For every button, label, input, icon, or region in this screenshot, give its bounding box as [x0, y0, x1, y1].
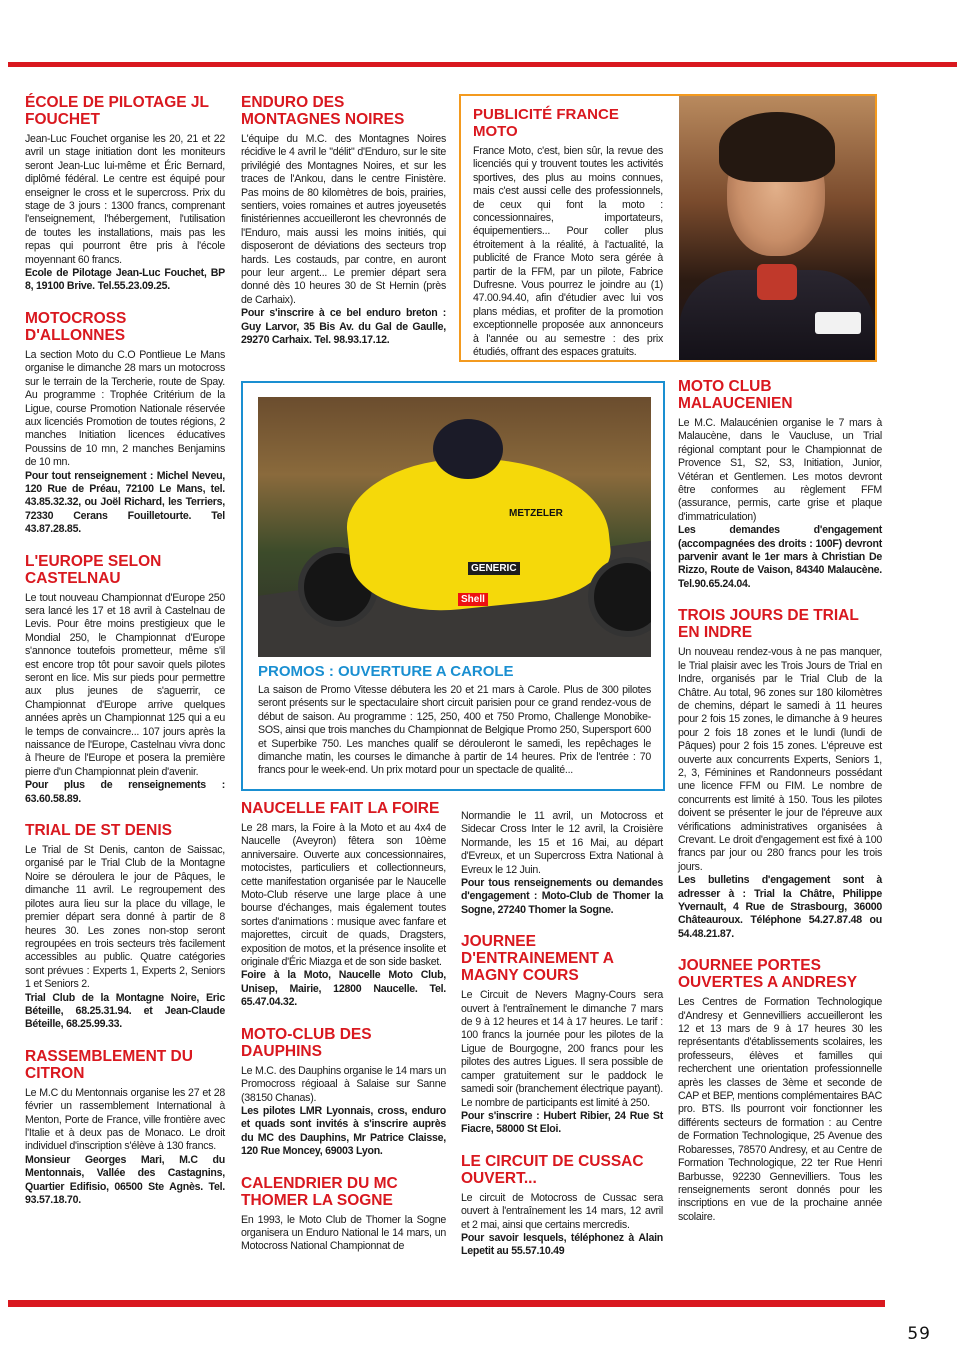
article-contact: Pour s'inscrire : Hubert Ribier, 24 Rue St Fiacre, 58000 St Eloi. [461, 1109, 663, 1136]
article-title: MOTOCROSS D'ALLONNES [25, 309, 127, 344]
publicite-box [459, 94, 877, 362]
article-ecole-pilotage [25, 94, 225, 294]
article-trois-jours-trial [678, 607, 882, 941]
top-rule [8, 62, 957, 67]
article-title: TRIAL DE ST DENIS [25, 822, 172, 840]
column-2-top [241, 94, 446, 364]
article-motocross-allonnes [25, 310, 225, 537]
article-body: La saison de Promo Vitesse débutera les 20 et 21 mars à Carole. Plus de 300 pilotes seront présents sur le spectaculaire short circuit parisien pour ce grand rendez-vous de début de saison. Au programme : 125, 250, 400 et 750 Promo, Challenge Monobike-SOS, ainsi que trois manches du Championnat de Belgique Promo 250, Supersport 600 et Superbike 750. Les manches qualif se dérouleront le samedi, les repêchages le dimanche matin, les courses le dimanche à partir de 14 heures. Prix de l'entrée : 70 francs pour le week-end. Un prix motard pour un spectacle de qualité... [258, 684, 651, 777]
article-body: Un nouveau rendez-vous à ne pas manquer, le Trial plaisir avec les Trois Jours de Trial en Indre, organisés par le Trial Club de la Châtre. Au total, 96 zones sur 180 kilomètres de chemins, départ le samedi à 11 heures pour 2 fois 15 zones, le dimanche à 9 heures pour 2 fois 18 zones et le lundi (lundi de Pâques) pour 2 fois 15 zones. L'épreuve est ouverte aux concurrents Experts, Seniors 1, 2, 3, Féminines et Randonneurs possédant une licence FFM ou FIM. Le nombre de concurrents est limité à 150. Tous les pilotes doivent se présenter le jour de l'épreuve aux vérifications administratives organisées à Crevant. Le droit d'engagement est fixé à 100 francs par jour ou 280 francs pour les trois jours. [678, 646, 882, 873]
portrait-photo [679, 96, 875, 360]
article-title: JOURNEE PORTES OUVERTES A ANDRESY [678, 957, 858, 992]
article-contact: Pour tous renseignements ou demandes d'engagement : Moto-Club de Thomer la Sogne, 27240 Thomer la Sogne. [461, 877, 663, 916]
photo-label: Shell [458, 593, 488, 606]
article-moto-club-malaucenien [678, 378, 882, 591]
article-rassemblement-citron [25, 1048, 225, 1208]
article-body: La section Moto du C.O Pontlieue Le Mans organise le dimanche 28 mars un motocross sur le terrain de la Tercherie, route de Spay. Au programme : Trophée Critérium de la Ligue, course Promotion Nationale réservée aux licenciés Promotion de toutes régions, 2 manches Initiation licences éducatives Poussins de 10 mn, 2 manches Benjamins de 10 mn. [25, 348, 225, 469]
article-body: Le circuit de Motocross de Cussac sera ouvert à l'entraînement les 14 mars, 12 avril et 2 mai, ainsi que certains mercredis. [461, 1191, 663, 1231]
promos-box [241, 381, 665, 791]
article-body: Jean-Luc Fouchet organise les 20, 21 et 22 avril un stage initiation dont les moniteurs seront Jean-Luc lui-même et Éric Bernard, diplômé fédéral. Le centre est équipé pour enseigner le cross et le supercross. Prix du stage de 3 jours : 1300 francs, comprenant l'enseignement, l'hébergement, l'utilisation de toutes les installations, mais pas les repas qui pourront être pris à l'école moyennant 60 francs. [25, 133, 225, 266]
article-title: RASSEMBLEMENT DU CITRON [25, 1047, 193, 1082]
promos-text [258, 663, 651, 778]
bottom-rule [8, 1300, 885, 1307]
photo-label: METZELER [506, 507, 566, 520]
article-body: En 1993, le Moto Club de Thomer la Sogne organisera un Enduro National le 14 mars, un Motocross National Championnat de [241, 1213, 446, 1253]
portrait-hair [719, 112, 835, 182]
publicite-text [473, 106, 663, 360]
column-4 [678, 378, 882, 1240]
article-title: MOTO CLUB MALAUCENIEN [678, 378, 793, 412]
article-body: L'équipe du M.C. des Montagnes Noires récidive le 4 avril le "délit" d'Enduro, sur le site privilégié des Montagnes Noires, et sur les traces de l'Ankou, dans le centre Finistère. Pas moins de 80 kilomètres de bois, prairies, sentiers, voies romaines et autres joyeusetés finistériennes accueilleront les chevronnés de l'Enduro, mais aussi les moins initiés, qui disposeront de déviations des secteurs trop hards. Les costauds, par contre, en auront pour leur argent... Le premier départ sera donné dès 10 heures 30 de St Hernin (près de Carhaix). [241, 133, 446, 306]
article-body: Le M.C du Mentonnais organise les 27 et 28 février un rassemblement International à Menton, Porte de France, ville frontière avec l'Italie et à deux pas de Monaco. Le droit individuel d'inscription s'élève à 130 francs. [25, 1086, 225, 1153]
article-contact: Pour savoir lesquels, téléphonez à Alain Lepetit au 55.57.10.49 [461, 1231, 663, 1258]
article-title: TROIS JOURS DE TRIAL EN INDRE [678, 607, 859, 642]
portrait-badge [815, 312, 861, 334]
article-calendrier-thomer-continued [461, 810, 663, 917]
article-contact: Monsieur Georges Mari, M.C du Mentonnais, Vallée des Castagnins, Quartier Edifisio, 06500 Ste Agnès. Tel. 93.57.18.70. [25, 1153, 225, 1206]
page-number: 59 [907, 1324, 931, 1344]
article-enduro-montagnes-noires [241, 94, 446, 348]
article-title: LE CIRCUIT DE CUSSAC OUVERT... [461, 1152, 644, 1187]
article-calendrier-thomer [241, 1175, 446, 1254]
article-body: Le tout nouveau Championnat d'Europe 250 sera lancé les 17 et 18 avril à Castelnau de Levis. Pour être moins prestigieux que le Mondial 250, le Championnat d'Europe s'annonce toutefois prometteur, même s'il est encore trop tôt pour savoir quels pilotes seront en lice. Mis sur pieds pour permettre aux plus jeunes de s'aguerrir, ce Championnat d'Europe arrive quelques années après un Championnat 125 qui a eu le temps de convaincre... 107 jours après la naissance de l'Europe, Castelnau vivra donc à l'heure de l'Europe et posera la première pierre d'un Championnat plein d'avenir. [25, 591, 225, 778]
article-body: Le 28 mars, la Foire à la Moto et au 4x4 de Naucelle (Aveyron) fêtera son 10ème anniversaire. Ouverte aux concessionnaires, motocistes, particuliers et collectionneurs, cette manifestation organisée par le Naucelle Moto-Club réserve une large place à une bourse d'échanges, mais également toutes sortes d'animations : musique avec fanfare et majorettes, circuit de quads, Dragsters, exposition de motos, et la présence insolite et originale d'Éric Miazga et de son side basket. [241, 822, 446, 969]
article-naucelle [241, 800, 446, 1010]
article-contact: Trial Club de la Montagne Noire, Eric Béteille, 68.25.31.94. et Jean-Claude Béteille, 68.25.99.33. [25, 991, 225, 1031]
article-contact: Ecole de Pilotage Jean-Luc Fouchet, BP 8, 19100 Brive. Tel.55.23.09.25. [25, 267, 225, 293]
article-moto-club-dauphins [241, 1026, 446, 1159]
article-title: L'EUROPE SELON CASTELNAU [25, 552, 162, 587]
article-body: Le Circuit de Nevers Magny-Cours sera ouvert à l'entraînement le dimanche 7 mars de 9 à 12 heures et 14 à 17 heures. Le tarif : 100 francs la journée pour les pilotes de la Ligue de Bourgogne, 200 francs pour les pilotes des autres Ligues. Il sera possible de camper gratuitement sur le paddock le samedi soir (branchement électrique payant). Le nombre de participants est limité à 250. [461, 989, 663, 1109]
article-title: MOTO-CLUB DES DAUPHINS [241, 1025, 372, 1060]
photo-label: GENERIC [468, 562, 520, 575]
article-title: ENDURO DES MONTAGNES NOIRES [241, 94, 405, 128]
article-body: Le M.C. des Dauphins organise le 14 mars un Promocross régioaal à Salaise sur Sanne (38150 Chanas). [241, 1064, 446, 1104]
photo-rider [433, 419, 503, 479]
article-contact: Pour tout renseignement : Michel Neveu, 120 Rue de Préau, 72100 Le Mans, tel. 43.85.32.32, ou Joël Richard, les Terriers, 72330 Cerans Fouilletourte. Tel 43.87.28.85. [25, 469, 225, 536]
article-europe-castelnau [25, 553, 225, 807]
article-body: Le Trial de St Denis, canton de Saissac, organisé par le Trial Club de la Montagne Noire se déroulera le jour de Pâques, le dimanche 11 avril. Le regroupement des pilotes aura lieu sur la place du village, le premier départ sera donné à partir de 8 heures 30. Les zones non-stop seront regroupées en trois secteurs très facilement accessibles au public. Quatre catégories sont prévues : Experts 1, Experts 2, Seniors 1 et Seniors 2. [25, 844, 225, 991]
article-portes-ouvertes-andresy [678, 957, 882, 1224]
article-magny-cours [461, 933, 663, 1136]
column-3-bottom [461, 810, 663, 1275]
article-circuit-cussac [461, 1153, 663, 1259]
article-contact: Foire à la Moto, Naucelle Moto Club, Unisep, Mairie, 12800 Naucelle. Tel. 65.47.04.32. [241, 969, 446, 1009]
article-contact: Les demandes d'engagement (accompagnées des droits : 100F) devront parvenir avant le 1er mars à Christian De Rizzo, Route de Vaison, 84340 Malaucène. Tel.90.65.24.04. [678, 524, 882, 590]
article-trial-st-denis [25, 822, 225, 1032]
article-title: PROMOS : OUVERTURE A CAROLE [258, 663, 514, 680]
article-body: Les Centres de Formation Technologique d'Andresy et Gennevilliers accueilleront les 12 et 13 mars de 9 à 17 heures 30 les représentants d'établissements scolaires, les professeurs, élèves et familles qui recherchent une orientation professionnelle après les classes de 3ème et seconde de CAP et BEP, mentions complémentaires BAC pro. BTS. Ils pourront voir fonctionner les différents secteurs de formation : au Centre de Formation Technologique, 25 Avenue des Robaresses, 78570 Andresy, et au Centre de Formation Technologique, 22 ter Rue Henri Barbusse, 92230 Gennevilliers. Tous les renseignements seront donnés pour les inscriptions en vue de la prochaine année scolaire. [678, 996, 882, 1223]
column-1 [25, 94, 225, 1223]
motorcycle-photo [258, 397, 651, 657]
article-title: CALENDRIER DU MC THOMER LA SOGNE [241, 1174, 398, 1209]
article-body: Normandie le 11 avril, un Motocross et Sidecar Cross Inter le 12 avril, la Croisière Normande, les 15 et 16 Mai, au départ d'Evreux, et un Supercross Extra National à Evreux le 12 Juin. [461, 810, 663, 876]
article-contact: Les pilotes LMR Lyonnais, cross, enduro et quads sont invités à s'inscrire auprès du MC des Dauphins, Mr Patrice Claisse, 120 Rue Moncey, 69003 Lyon. [241, 1104, 446, 1158]
article-title: JOURNEE D'ENTRAINEMENT A MAGNY COURS [461, 933, 614, 985]
article-title: ÉCOLE DE PILOTAGE JL FOUCHET [25, 94, 209, 128]
article-body: France Moto, c'est, bien sûr, la revue des licenciés qui y trouvent toutes les activités sportives, des plus au moins connues, mais c'est aussi celle des professionnels, de ceux qui font la moto : concessionnaires, importateurs, équipementiers... Pour coller plus étroitement à la réalité, à l'actualité, la publicité de France Moto sera gérée à partir de la FFM, par un pilote, Fabrice Dufresne. Vous pourrez le joindre au (1) 47.00.94.40, afin d'étudier avec lui vos plans médias, et profiter de la promotion exceptionnelle proposée aux annonceurs à l'année ou au semestre : des prix étudiés, offrant des espaces gratuits. [473, 145, 663, 359]
article-body: Le M.C. Malaucénien organise le 7 mars à Malaucène, dans le Vaucluse, un Trial régional comptant pour le Championnat de Provence S1, S2, S3, Initiation, Junior, Vétéran et Gentlemen. Les motos devront être conformes au règlement FFM (assurance, permis, carte grise et plaque d'immatriculation) [678, 417, 882, 523]
portrait-collar [757, 264, 797, 300]
article-title: PUBLICITÉ FRANCE MOTO [473, 106, 619, 140]
article-contact: Pour plus de renseignements : 63.60.58.89. [25, 779, 225, 805]
article-title: NAUCELLE FAIT LA FOIRE [241, 800, 440, 817]
column-2-bottom [241, 800, 446, 1270]
article-contact: Les bulletins d'engagement sont à adresser à : Trial la Châtre, Philippe Yvernault, 4 Rue de Strasbourg, 36000 Châteauroux. Téléphone 54.27.87.48 ou 54.48.21.87. [678, 874, 882, 940]
article-contact: Pour s'inscrire à ce bel enduro breton : Guy Larvor, 35 Bis Av. du Gal de Gaulle, 29270 Carhaix. Tel. 98.93.17.12. [241, 307, 446, 347]
